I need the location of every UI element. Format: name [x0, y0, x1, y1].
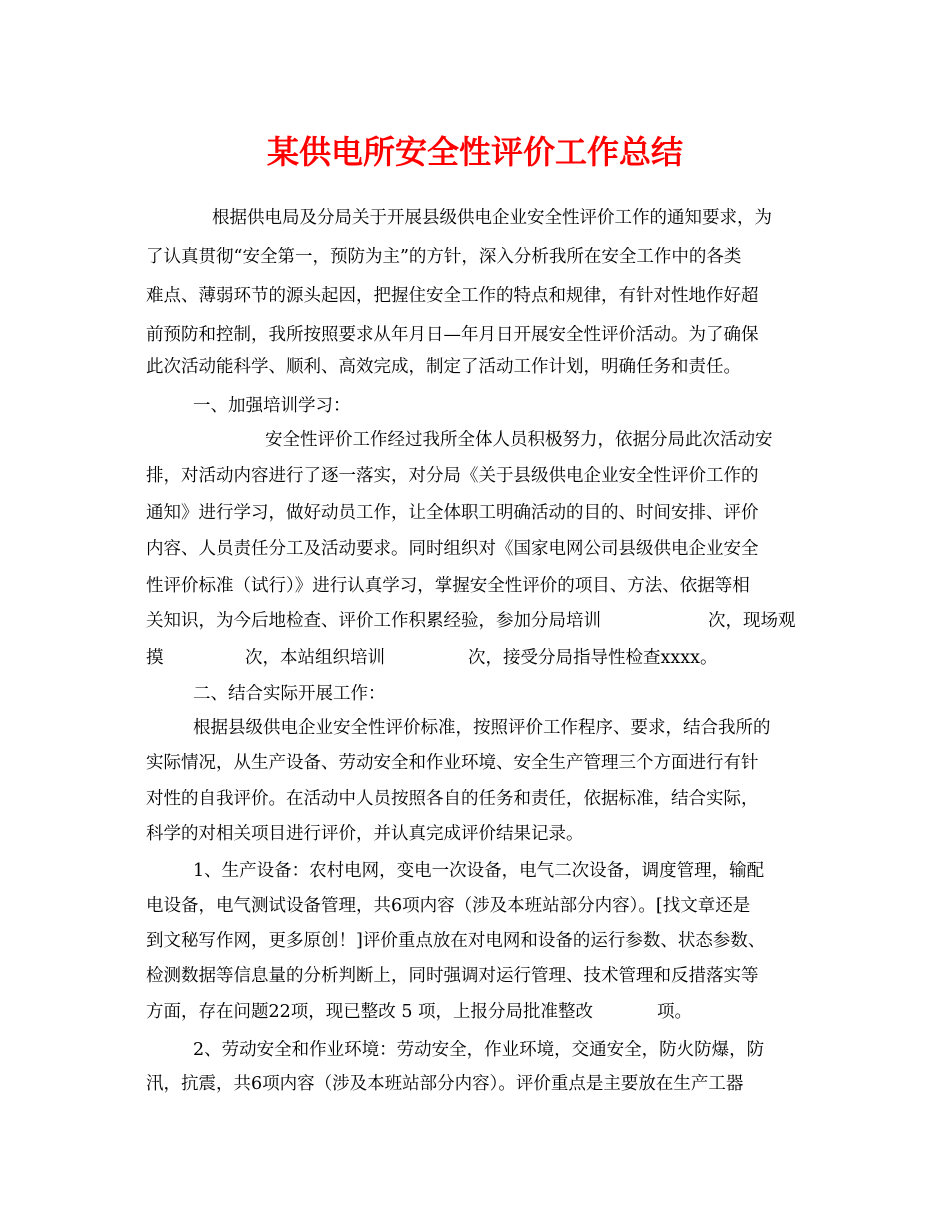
paragraph-line: 摸	[146, 648, 164, 668]
paragraph-line: 通知》进行学习，做好动员工作，让全体职工明确活动的目的、时间安排、评价	[146, 503, 759, 523]
paragraph-line: 此次活动能科学、顺利、高效完成，制定了活动工作计划，明确任务和责任。	[146, 357, 741, 377]
paragraph-line: 根据供电局及分局关于开展县级供电企业安全性评价工作的通知要求，为	[212, 208, 772, 228]
paragraph-line: 性评价标准（试行）》进行认真学习，掌握安全性评价的项目、方法、依据等相	[146, 576, 750, 596]
paragraph-line: 实际情况，从生产设备、劳动安全和作业环境、安全生产管理三个方面进行有针	[146, 753, 759, 773]
section-heading: 二、结合实际开展工作：	[193, 684, 386, 704]
section-heading: 一、加强培训学习：	[193, 396, 351, 416]
paragraph-line: 2、劳动安全和作业环境：劳动安全，作业环境，交通安全，防火防爆，防	[193, 1040, 765, 1060]
paragraph-line: 次，接受分局指导性检查xxxx。	[468, 648, 718, 668]
paragraph-line: 次，现场观	[708, 611, 796, 631]
paragraph-line: 根据县级供电企业安全性评价标准，按照评价工作程序、要求，结合我所的	[193, 718, 771, 738]
paragraph-line: 汛，抗震，共6项内容（涉及本班站部分内容）。评价重点是主要放在生产工器	[146, 1074, 744, 1094]
paragraph-line: 前预防和控制，我所按照要求从年月日—年月日开展安全性评价活动。为了确保	[146, 325, 759, 345]
paragraph-line: 方面，存在问题22项，现已整改 5 项，上报分局批准整改	[146, 1002, 594, 1022]
paragraph-line: 排，对活动内容进行了逐一落实，对分局《关于县级供电企业安全性评价工作的	[146, 466, 759, 486]
paragraph-line: 电设备，电气测试设备管理，共6项内容（涉及本班站部分内容）。[找文章还是	[146, 896, 751, 916]
paragraph-line: 内容、人员责任分工及活动要求。同时组织对《国家电网公司县级供电企业安全	[146, 539, 759, 559]
paragraph-line: 科学的对相关项目进行评价，并认真完成评价结果记录。	[146, 824, 584, 844]
paragraph-line: 检测数据等信息量的分析判断上，同时强调对运行管理、技术管理和反措落实等	[146, 966, 759, 986]
paragraph-line: 安全性评价工作经过我所全体人员积极努力，依据分局此次活动安	[265, 430, 773, 450]
paragraph-line: 关知识，为今后地检查、评价工作积累经验，参加分局培训	[146, 611, 601, 631]
paragraph-line: 项。	[657, 1002, 692, 1022]
paragraph-line: 了认真贯彻“安全第一，预防为主”的方针，深入分析我所在安全工作中的各类	[146, 247, 742, 267]
document-title: 某供电所安全性评价工作总结	[266, 133, 683, 171]
paragraph-line: 对性的自我评价。在活动中人员按照各自的任务和责任，依据标准，结合实际，	[146, 789, 759, 809]
paragraph-line: 1、生产设备：农村电网，变电一次设备，电气二次设备，调度管理，输配	[193, 861, 765, 881]
paragraph-line: 到文秘写作网，更多原创！]评价重点放在对电网和设备的运行参数、状态参数、	[146, 931, 766, 951]
paragraph-line: 次，本站组织培训	[245, 648, 385, 668]
paragraph-line: 难点、薄弱环节的源头起因，把握住安全工作的特点和规律，有针对性地作好超	[146, 286, 759, 306]
